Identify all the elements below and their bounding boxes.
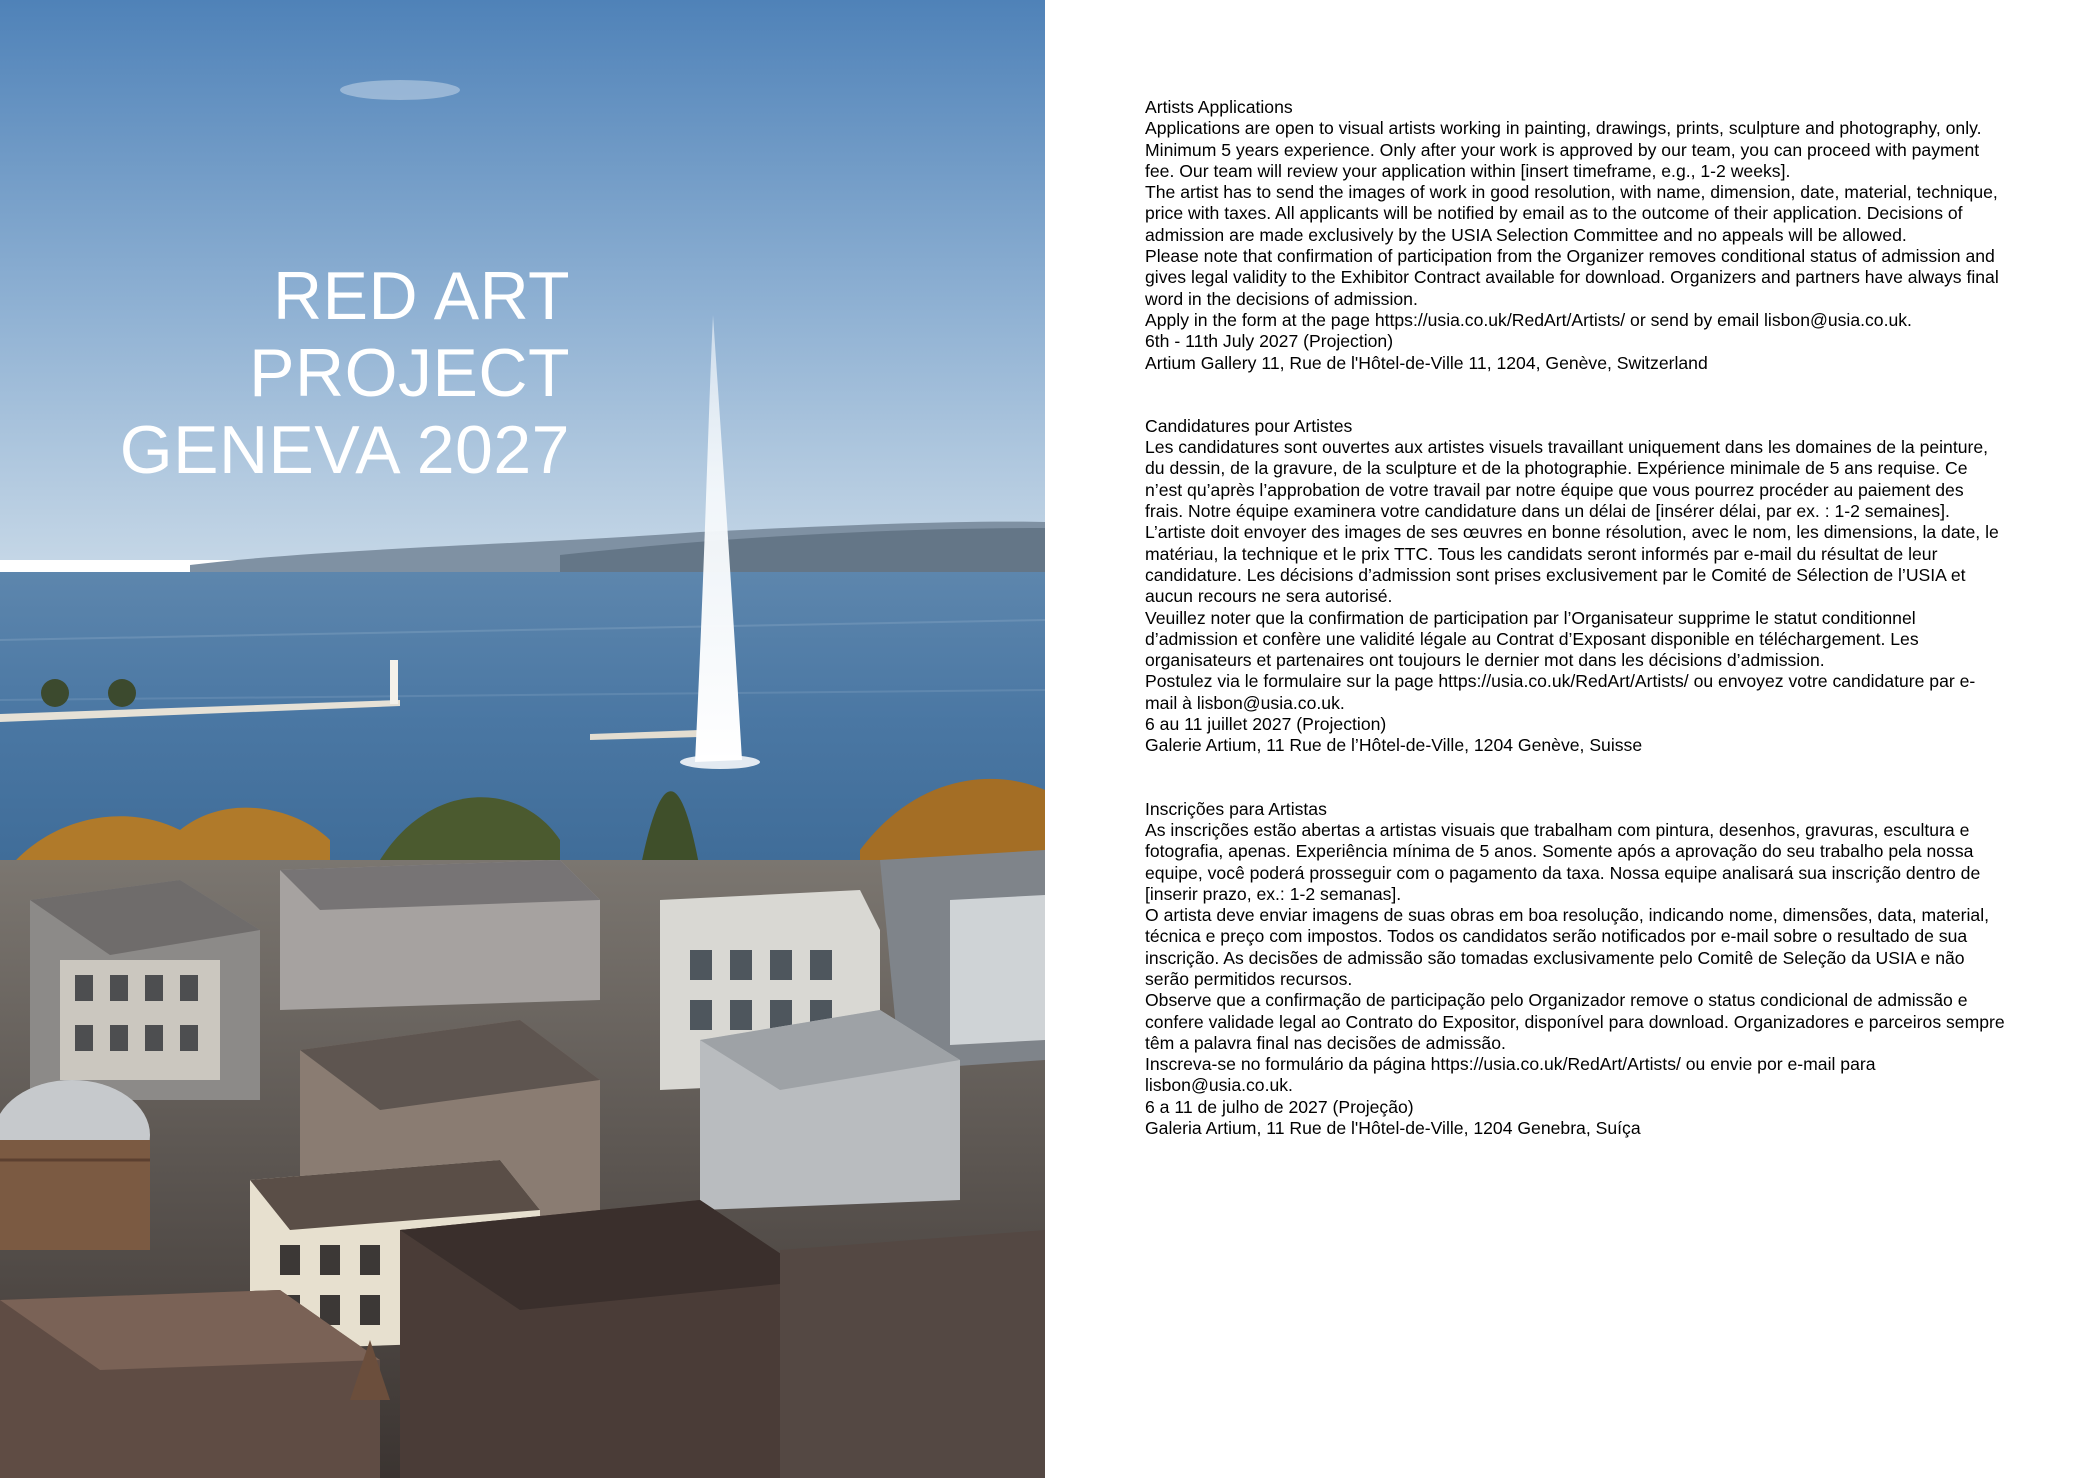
paragraph: O artista deve enviar imagens de suas obras em boa resolução, indicando nome, dimensões, data, material, técnica e preço com impostos. Todos os candidatos serão notificados por e-mail sobre o resultado de sua inscrição. As decisões de admissão são tomadas exclusivamente pelo Comitê de Seleção da USIA e não serão permitidos recursos. bbox=[1145, 905, 1989, 989]
title-line-1: RED ART bbox=[273, 258, 570, 334]
application-info bbox=[1145, 97, 2005, 1139]
apply-paragraph: Apply in the form at the page https://usia.co.uk/RedArt/Artists/ or send by email lisbon@usia.co.uk. bbox=[1145, 309, 1912, 330]
poster-photo bbox=[0, 0, 1045, 1478]
paragraph: Observe que a confirmação de participação pelo Organizador remove o status condicional de admissão e confere validade legal ao Contrato do Expositor, disponível para download. Organizadores e parceiros sempre têm a palavra final nas decisões de admissão. bbox=[1145, 990, 2005, 1053]
geneva-cityscape-image bbox=[0, 0, 1045, 1478]
apply-paragraph: Postulez via le formulaire sur la page https://usia.co.uk/RedArt/Artists/ ou envoyez votre candidature par e-mail à lisbon@usia.co.uk. bbox=[1145, 671, 1976, 713]
event-venue: Galerie Artium, 11 Rue de l’Hôtel-de-Ville, 1204 Genève, Suisse bbox=[1145, 735, 1643, 756]
event-venue: Galeria Artium, 11 Rue de l'Hôtel-de-Ville, 1204 Genebra, Suíça bbox=[1145, 1118, 1641, 1139]
paragraph: Les candidatures sont ouvertes aux artistes visuels travaillant uniquement dans les domaines de la peinture, du dessin, de la gravure, de la sculpture et de la photographie. Expérience minimale de 5 ans requise. Ce n’est qu’après l’approbation de votre travail par notre équipe que vous pourrez procéder au paiement des frais. Notre équipe examinera votre candidature dans un délai de [insérer délai, par ex. : 1-2 semaines]. bbox=[1145, 437, 1989, 522]
event-venue: Artium Gallery 11, Rue de l'Hôtel-de-Ville 11, 1204, Genève, Switzerland bbox=[1145, 352, 1708, 373]
section-english bbox=[1145, 97, 2005, 374]
event-date: 6 a 11 de julho de 2027 (Projeção) bbox=[1145, 1096, 1414, 1117]
paragraph: Applications are open to visual artists working in painting, drawings, prints, sculpture and photography, only. Minimum 5 years experience. Only after your work is approved by our team, you can proceed with payment fee. Our team will review your application within [insert timeframe, e.g., 1-2 weeks]. bbox=[1145, 118, 1982, 181]
paragraph: Please note that confirmation of participation from the Organizer removes conditional status of admission and gives legal validity to the Exhibitor Contract available for download. Organizers and partners have always final word in the decisions of admission. bbox=[1145, 246, 1999, 309]
poster-title bbox=[60, 258, 570, 489]
title-line-2: PROJECT bbox=[249, 335, 570, 411]
section-heading: Candidatures pour Artistes bbox=[1145, 415, 1353, 436]
section-french bbox=[1145, 416, 2005, 757]
section-portuguese bbox=[1145, 799, 2005, 1140]
title-line-3: GENEVA 2027 bbox=[119, 412, 570, 488]
section-heading: Inscrições para Artistas bbox=[1145, 798, 1327, 819]
apply-paragraph: Inscreva-se no formulário da página https://usia.co.uk/RedArt/Artists/ ou envie por e-mail para lisbon@usia.co.uk. bbox=[1145, 1054, 1876, 1096]
paragraph: L’artiste doit envoyer des images de ses œuvres en bonne résolution, avec le nom, les dimensions, la date, le matériau, la technique et le prix TTC. Tous les candidats seront informés par e-mail du résultat de leur candidature. Les décisions d’admission sont prises exclusivement par le Comité de Sélection de l’USIA et aucun recours ne sera autorisé. bbox=[1145, 522, 1999, 607]
paragraph: As inscrições estão abertas a artistas visuais que trabalham com pintura, desenhos, gravuras, escultura e fotografia, apenas. Experiência mínima de 5 anos. Somente após a aprovação do seu trabalho pela nossa equipe, você poderá prosseguir com o pagamento da taxa. Nossa equipe analisará sua inscrição dentro de [inserir prazo, ex.: 1-2 semanas]. bbox=[1145, 819, 1981, 904]
event-date: 6 au 11 juillet 2027 (Projection) bbox=[1145, 714, 1387, 735]
paragraph: Veuillez noter que la confirmation de participation par l’Organisateur supprime le statut conditionnel d’admission et confère une validité légale au Contrat d’Exposant disponible en téléchargement. Les organisateurs et partenaires ont toujours le dernier mot dans les décisions d’admission. bbox=[1145, 607, 1919, 671]
section-heading: Artists Applications bbox=[1145, 97, 1293, 117]
event-date: 6th - 11th July 2027 (Projection) bbox=[1145, 331, 1394, 352]
paragraph: The artist has to send the images of work in good resolution, with name, dimension, date, material, technique, price with taxes. All applicants will be notified by email as to the outcome of their application. Decisions of admission are made exclusively by the USIA Selection Committee and no appeals will be allowed. bbox=[1145, 182, 1998, 245]
